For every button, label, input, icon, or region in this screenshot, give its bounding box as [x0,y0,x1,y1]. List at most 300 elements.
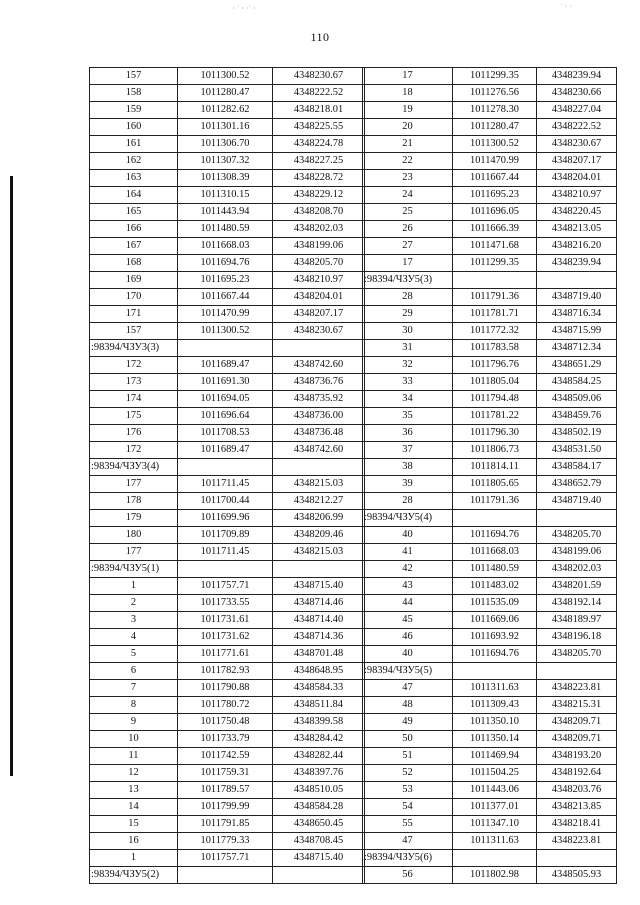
table-row [363,765,617,782]
x-coordinate-cell: 1011806.73 [453,442,537,459]
point-number-cell: 166 [90,221,178,238]
table-row [363,340,617,357]
y-coordinate-cell: 4348712.34 [537,340,617,357]
table-row [363,527,617,544]
x-coordinate-cell: 1011689.47 [178,357,273,374]
x-coordinate-cell: 1011695.23 [178,272,273,289]
point-number-cell: 51 [363,748,453,765]
y-coordinate-cell: 4348715.99 [537,323,617,340]
y-coordinate-cell: 4348397.76 [273,765,365,782]
table-row [90,527,365,544]
x-coordinate-cell: 1011799.99 [178,799,273,816]
table-row [90,204,365,221]
point-number-cell: 24 [363,187,453,204]
y-coordinate-cell: 4348719.40 [537,289,617,306]
point-number-cell: 53 [363,782,453,799]
table-row [90,153,365,170]
x-coordinate-cell: 1011669.06 [453,612,537,629]
table-row [90,697,365,714]
x-coordinate-cell: 1011781.71 [453,306,537,323]
x-coordinate-cell: 1011796.30 [453,425,537,442]
y-coordinate-cell: 4348736.48 [273,425,365,442]
table-row [363,102,617,119]
x-coordinate-cell: 1011300.52 [453,136,537,153]
point-number-cell: 50 [363,731,453,748]
point-number-cell: 13 [90,782,178,799]
y-coordinate-cell: 4348210.97 [537,187,617,204]
table-row [90,187,365,204]
x-coordinate-cell: 1011783.58 [453,340,537,357]
x-coordinate-cell: 1011278.30 [453,102,537,119]
x-coordinate-cell: 1011711.45 [178,544,273,561]
y-coordinate-cell: 4348531.50 [537,442,617,459]
x-coordinate-cell: 1011443.94 [178,204,273,221]
table-row [363,204,617,221]
table-row [363,731,617,748]
x-coordinate-cell: 1011280.47 [453,119,537,136]
point-number-cell: 157 [90,68,178,85]
point-number-cell: 30 [363,323,453,340]
x-coordinate-cell: 1011694.05 [178,391,273,408]
table-row [363,221,617,238]
point-number-cell: 47 [363,833,453,850]
y-coordinate-cell: 4348230.67 [273,323,365,340]
scan-margin-line [10,176,13,776]
table-row [90,799,365,816]
point-number-cell: 1 [90,578,178,595]
x-coordinate-cell: 1011709.89 [178,527,273,544]
x-coordinate-cell: 1011350.10 [453,714,537,731]
point-number-cell: 36 [363,425,453,442]
table-row [363,68,617,85]
x-coordinate-cell: 1011699.96 [178,510,273,527]
point-number-cell: 47 [363,680,453,697]
y-coordinate-cell: 4348239.94 [537,255,617,272]
table-row [90,612,365,629]
table-row [90,306,365,323]
y-coordinate-cell: 4348742.60 [273,357,365,374]
table-row [363,782,617,799]
x-coordinate-cell: 1011731.62 [178,629,273,646]
point-number-cell: 3 [90,612,178,629]
table-row [363,306,617,323]
table-row [90,136,365,153]
y-coordinate-cell: 4348459.76 [537,408,617,425]
section-header-row [90,867,365,884]
point-number-cell: 2 [90,595,178,612]
empty-cell [453,272,537,289]
point-number-cell: 7 [90,680,178,697]
point-number-cell: 15 [90,816,178,833]
y-coordinate-cell: 4348701.48 [273,646,365,663]
x-coordinate-cell: 1011347.10 [453,816,537,833]
y-coordinate-cell: 4348650.45 [273,816,365,833]
table-row [363,153,617,170]
y-coordinate-cell: 4348227.25 [273,153,365,170]
point-number-cell: 46 [363,629,453,646]
table-row [90,816,365,833]
point-number-cell: 163 [90,170,178,187]
y-coordinate-cell: 4348511.84 [273,697,365,714]
x-coordinate-cell: 1011750.48 [178,714,273,731]
y-coordinate-cell: 4348239.94 [537,68,617,85]
point-number-cell: 16 [90,833,178,850]
empty-cell [453,510,537,527]
table-row [363,544,617,561]
table-row [90,680,365,697]
point-number-cell: 161 [90,136,178,153]
x-coordinate-cell: 1011471.68 [453,238,537,255]
section-label: :98394/ЧЗУ5(5) [363,663,453,680]
y-coordinate-cell: 4348714.36 [273,629,365,646]
point-number-cell: 162 [90,153,178,170]
table-row [90,748,365,765]
point-number-cell: 40 [363,527,453,544]
point-number-cell: 168 [90,255,178,272]
y-coordinate-cell: 4348716.34 [537,306,617,323]
x-coordinate-cell: 1011814.11 [453,459,537,476]
table-row [363,238,617,255]
point-number-cell: 27 [363,238,453,255]
x-coordinate-cell: 1011708.53 [178,425,273,442]
point-number-cell: 165 [90,204,178,221]
empty-cell [453,850,537,867]
table-row [363,646,617,663]
y-coordinate-cell: 4348206.99 [273,510,365,527]
x-coordinate-cell: 1011299.35 [453,255,537,272]
x-coordinate-cell: 1011280.47 [178,85,273,102]
y-coordinate-cell: 4348213.85 [537,799,617,816]
point-number-cell: 170 [90,289,178,306]
section-header-row [90,459,365,476]
point-number-cell: 52 [363,765,453,782]
table-row [363,578,617,595]
empty-cell [178,561,273,578]
point-number-cell: 157 [90,323,178,340]
table-row [90,85,365,102]
x-coordinate-cell: 1011469.94 [453,748,537,765]
y-coordinate-cell: 4348204.01 [273,289,365,306]
point-number-cell: 28 [363,493,453,510]
empty-cell [537,663,617,680]
x-coordinate-cell: 1011696.64 [178,408,273,425]
point-number-cell: 25 [363,204,453,221]
y-coordinate-cell: 4348230.67 [273,68,365,85]
table-row [363,833,617,850]
point-number-cell: 28 [363,289,453,306]
x-coordinate-cell: 1011535.09 [453,595,537,612]
table-row [90,714,365,731]
point-number-cell: 173 [90,374,178,391]
table-row [363,748,617,765]
y-coordinate-cell: 4348502.19 [537,425,617,442]
table-row [90,629,365,646]
y-coordinate-cell: 4348736.76 [273,374,365,391]
y-coordinate-cell: 4348742.60 [273,442,365,459]
y-coordinate-cell: 4348225.55 [273,119,365,136]
y-coordinate-cell: 4348505.93 [537,867,617,884]
y-coordinate-cell: 4348714.46 [273,595,365,612]
x-coordinate-cell: 1011693.92 [453,629,537,646]
point-number-cell: 14 [90,799,178,816]
section-header-row [90,340,365,357]
table-row [363,629,617,646]
table-row [90,765,365,782]
x-coordinate-cell: 1011307.32 [178,153,273,170]
point-number-cell: 56 [363,867,453,884]
table-row [90,102,365,119]
x-coordinate-cell: 1011805.65 [453,476,537,493]
x-coordinate-cell: 1011771.61 [178,646,273,663]
x-coordinate-cell: 1011350.14 [453,731,537,748]
y-coordinate-cell: 4348215.03 [273,544,365,561]
y-coordinate-cell: 4348584.33 [273,680,365,697]
section-header-row [363,510,617,527]
point-number-cell: 44 [363,595,453,612]
y-coordinate-cell: 4348189.97 [537,612,617,629]
section-label: :98394/ЧЗУ5(3) [363,272,453,289]
point-number-cell: 42 [363,561,453,578]
x-coordinate-cell: 1011504.25 [453,765,537,782]
x-coordinate-cell: 1011772.32 [453,323,537,340]
table-row [90,833,365,850]
y-coordinate-cell: 4348223.81 [537,833,617,850]
point-number-cell: 20 [363,119,453,136]
empty-cell [178,459,273,476]
y-coordinate-cell: 4348224.78 [273,136,365,153]
coordinates-table-right [362,67,617,884]
table-row [363,255,617,272]
point-number-cell: 29 [363,306,453,323]
table-row [363,187,617,204]
x-coordinate-cell: 1011276.56 [453,85,537,102]
table-row [363,289,617,306]
x-coordinate-cell: 1011694.76 [453,527,537,544]
y-coordinate-cell: 4348230.66 [537,85,617,102]
point-number-cell: 17 [363,68,453,85]
point-number-cell: 1 [90,850,178,867]
x-coordinate-cell: 1011757.71 [178,578,273,595]
y-coordinate-cell: 4348399.58 [273,714,365,731]
y-coordinate-cell: 4348282.44 [273,748,365,765]
point-number-cell: 4 [90,629,178,646]
section-label: :98394/ЧЗУ5(6) [363,850,453,867]
table-row [90,221,365,238]
y-coordinate-cell: 4348218.41 [537,816,617,833]
x-coordinate-cell: 1011780.72 [178,697,273,714]
point-number-cell: 169 [90,272,178,289]
point-number-cell: 34 [363,391,453,408]
table-row [90,238,365,255]
point-number-cell: 8 [90,697,178,714]
point-number-cell: 43 [363,578,453,595]
x-coordinate-cell: 1011667.44 [453,170,537,187]
x-coordinate-cell: 1011306.70 [178,136,273,153]
table-row [363,867,617,884]
x-coordinate-cell: 1011711.45 [178,476,273,493]
x-coordinate-cell: 1011483.02 [453,578,537,595]
y-coordinate-cell: 4348205.70 [537,646,617,663]
y-coordinate-cell: 4348193.20 [537,748,617,765]
empty-cell [537,510,617,527]
empty-cell [178,340,273,357]
point-number-cell: 38 [363,459,453,476]
y-coordinate-cell: 4348207.17 [273,306,365,323]
x-coordinate-cell: 1011694.76 [453,646,537,663]
table-row [363,476,617,493]
table-row [90,170,365,187]
table-row [363,595,617,612]
table-row [363,697,617,714]
point-number-cell: 23 [363,170,453,187]
empty-cell [537,850,617,867]
x-coordinate-cell: 1011480.59 [178,221,273,238]
y-coordinate-cell: 4348229.12 [273,187,365,204]
x-coordinate-cell: 1011282.62 [178,102,273,119]
point-number-cell: 177 [90,544,178,561]
y-coordinate-cell: 4348648.95 [273,663,365,680]
section-label: :98394/ЧЗУ5(1) [90,561,178,578]
table-row [90,663,365,680]
x-coordinate-cell: 1011779.33 [178,833,273,850]
x-coordinate-cell: 1011759.31 [178,765,273,782]
y-coordinate-cell: 4348209.71 [537,731,617,748]
y-coordinate-cell: 4348192.14 [537,595,617,612]
point-number-cell: 177 [90,476,178,493]
x-coordinate-cell: 1011733.55 [178,595,273,612]
table-row [363,136,617,153]
empty-cell [273,459,365,476]
y-coordinate-cell: 4348199.06 [273,238,365,255]
table-row [90,493,365,510]
y-coordinate-cell: 4348215.03 [273,476,365,493]
y-coordinate-cell: 4348651.29 [537,357,617,374]
table-row [363,357,617,374]
table-row [90,119,365,136]
x-coordinate-cell: 1011794.48 [453,391,537,408]
point-number-cell: 33 [363,374,453,391]
point-number-cell: 21 [363,136,453,153]
table-row [363,612,617,629]
section-header-row [363,272,617,289]
table-row [90,374,365,391]
point-number-cell: 41 [363,544,453,561]
y-coordinate-cell: 4348228.72 [273,170,365,187]
table-row [90,272,365,289]
y-coordinate-cell: 4348284.42 [273,731,365,748]
x-coordinate-cell: 1011805.04 [453,374,537,391]
table-row [363,391,617,408]
table-row [90,782,365,799]
x-coordinate-cell: 1011731.61 [178,612,273,629]
point-number-cell: 35 [363,408,453,425]
table-row [90,578,365,595]
section-label: :98394/ЧЗУ3(3) [90,340,178,357]
y-coordinate-cell: 4348215.31 [537,697,617,714]
table-row [363,85,617,102]
point-number-cell: 32 [363,357,453,374]
point-number-cell: 39 [363,476,453,493]
table-row [90,289,365,306]
y-coordinate-cell: 4348201.59 [537,578,617,595]
table-row [363,323,617,340]
point-number-cell: 172 [90,357,178,374]
point-number-cell: 164 [90,187,178,204]
section-label: :98394/ЧЗУ5(4) [363,510,453,527]
table-row [90,68,365,85]
x-coordinate-cell: 1011694.76 [178,255,273,272]
x-coordinate-cell: 1011308.39 [178,170,273,187]
x-coordinate-cell: 1011789.57 [178,782,273,799]
x-coordinate-cell: 1011696.05 [453,204,537,221]
y-coordinate-cell: 4348216.20 [537,238,617,255]
y-coordinate-cell: 4348736.00 [273,408,365,425]
y-coordinate-cell: 4348227.04 [537,102,617,119]
section-header-row [363,850,617,867]
y-coordinate-cell: 4348203.76 [537,782,617,799]
x-coordinate-cell: 1011377.01 [453,799,537,816]
y-coordinate-cell: 4348584.25 [537,374,617,391]
y-coordinate-cell: 4348202.03 [273,221,365,238]
x-coordinate-cell: 1011311.63 [453,680,537,697]
table-row [90,850,365,867]
empty-cell [178,867,273,884]
x-coordinate-cell: 1011733.79 [178,731,273,748]
x-coordinate-cell: 1011782.93 [178,663,273,680]
empty-cell [453,663,537,680]
x-coordinate-cell: 1011802.98 [453,867,537,884]
table-row [363,561,617,578]
x-coordinate-cell: 1011311.63 [453,833,537,850]
x-coordinate-cell: 1011689.47 [178,442,273,459]
coordinates-table-left [89,67,365,884]
y-coordinate-cell: 4348210.97 [273,272,365,289]
y-coordinate-cell: 4348208.70 [273,204,365,221]
point-number-cell: 31 [363,340,453,357]
y-coordinate-cell: 4348204.01 [537,170,617,187]
x-coordinate-cell: 1011791.85 [178,816,273,833]
table-row [363,459,617,476]
point-number-cell: 37 [363,442,453,459]
table-row [363,119,617,136]
y-coordinate-cell: 4348652.79 [537,476,617,493]
section-header-row [363,663,617,680]
y-coordinate-cell: 4348202.03 [537,561,617,578]
y-coordinate-cell: 4348222.52 [537,119,617,136]
x-coordinate-cell: 1011668.03 [178,238,273,255]
point-number-cell: 40 [363,646,453,663]
point-number-cell: 49 [363,714,453,731]
point-number-cell: 54 [363,799,453,816]
table-row [90,323,365,340]
x-coordinate-cell: 1011781.22 [453,408,537,425]
x-coordinate-cell: 1011695.23 [453,187,537,204]
y-coordinate-cell: 4348212.27 [273,493,365,510]
point-number-cell: 17 [363,255,453,272]
y-coordinate-cell: 4348715.40 [273,850,365,867]
scan-noise: · ˙ · ·˙ · [232,4,256,13]
point-number-cell: 18 [363,85,453,102]
table-row [363,493,617,510]
point-number-cell: 175 [90,408,178,425]
y-coordinate-cell: 4348192.64 [537,765,617,782]
x-coordinate-cell: 1011443.06 [453,782,537,799]
point-number-cell: 26 [363,221,453,238]
table-row [90,357,365,374]
x-coordinate-cell: 1011668.03 [453,544,537,561]
x-coordinate-cell: 1011667.44 [178,289,273,306]
point-number-cell: 178 [90,493,178,510]
